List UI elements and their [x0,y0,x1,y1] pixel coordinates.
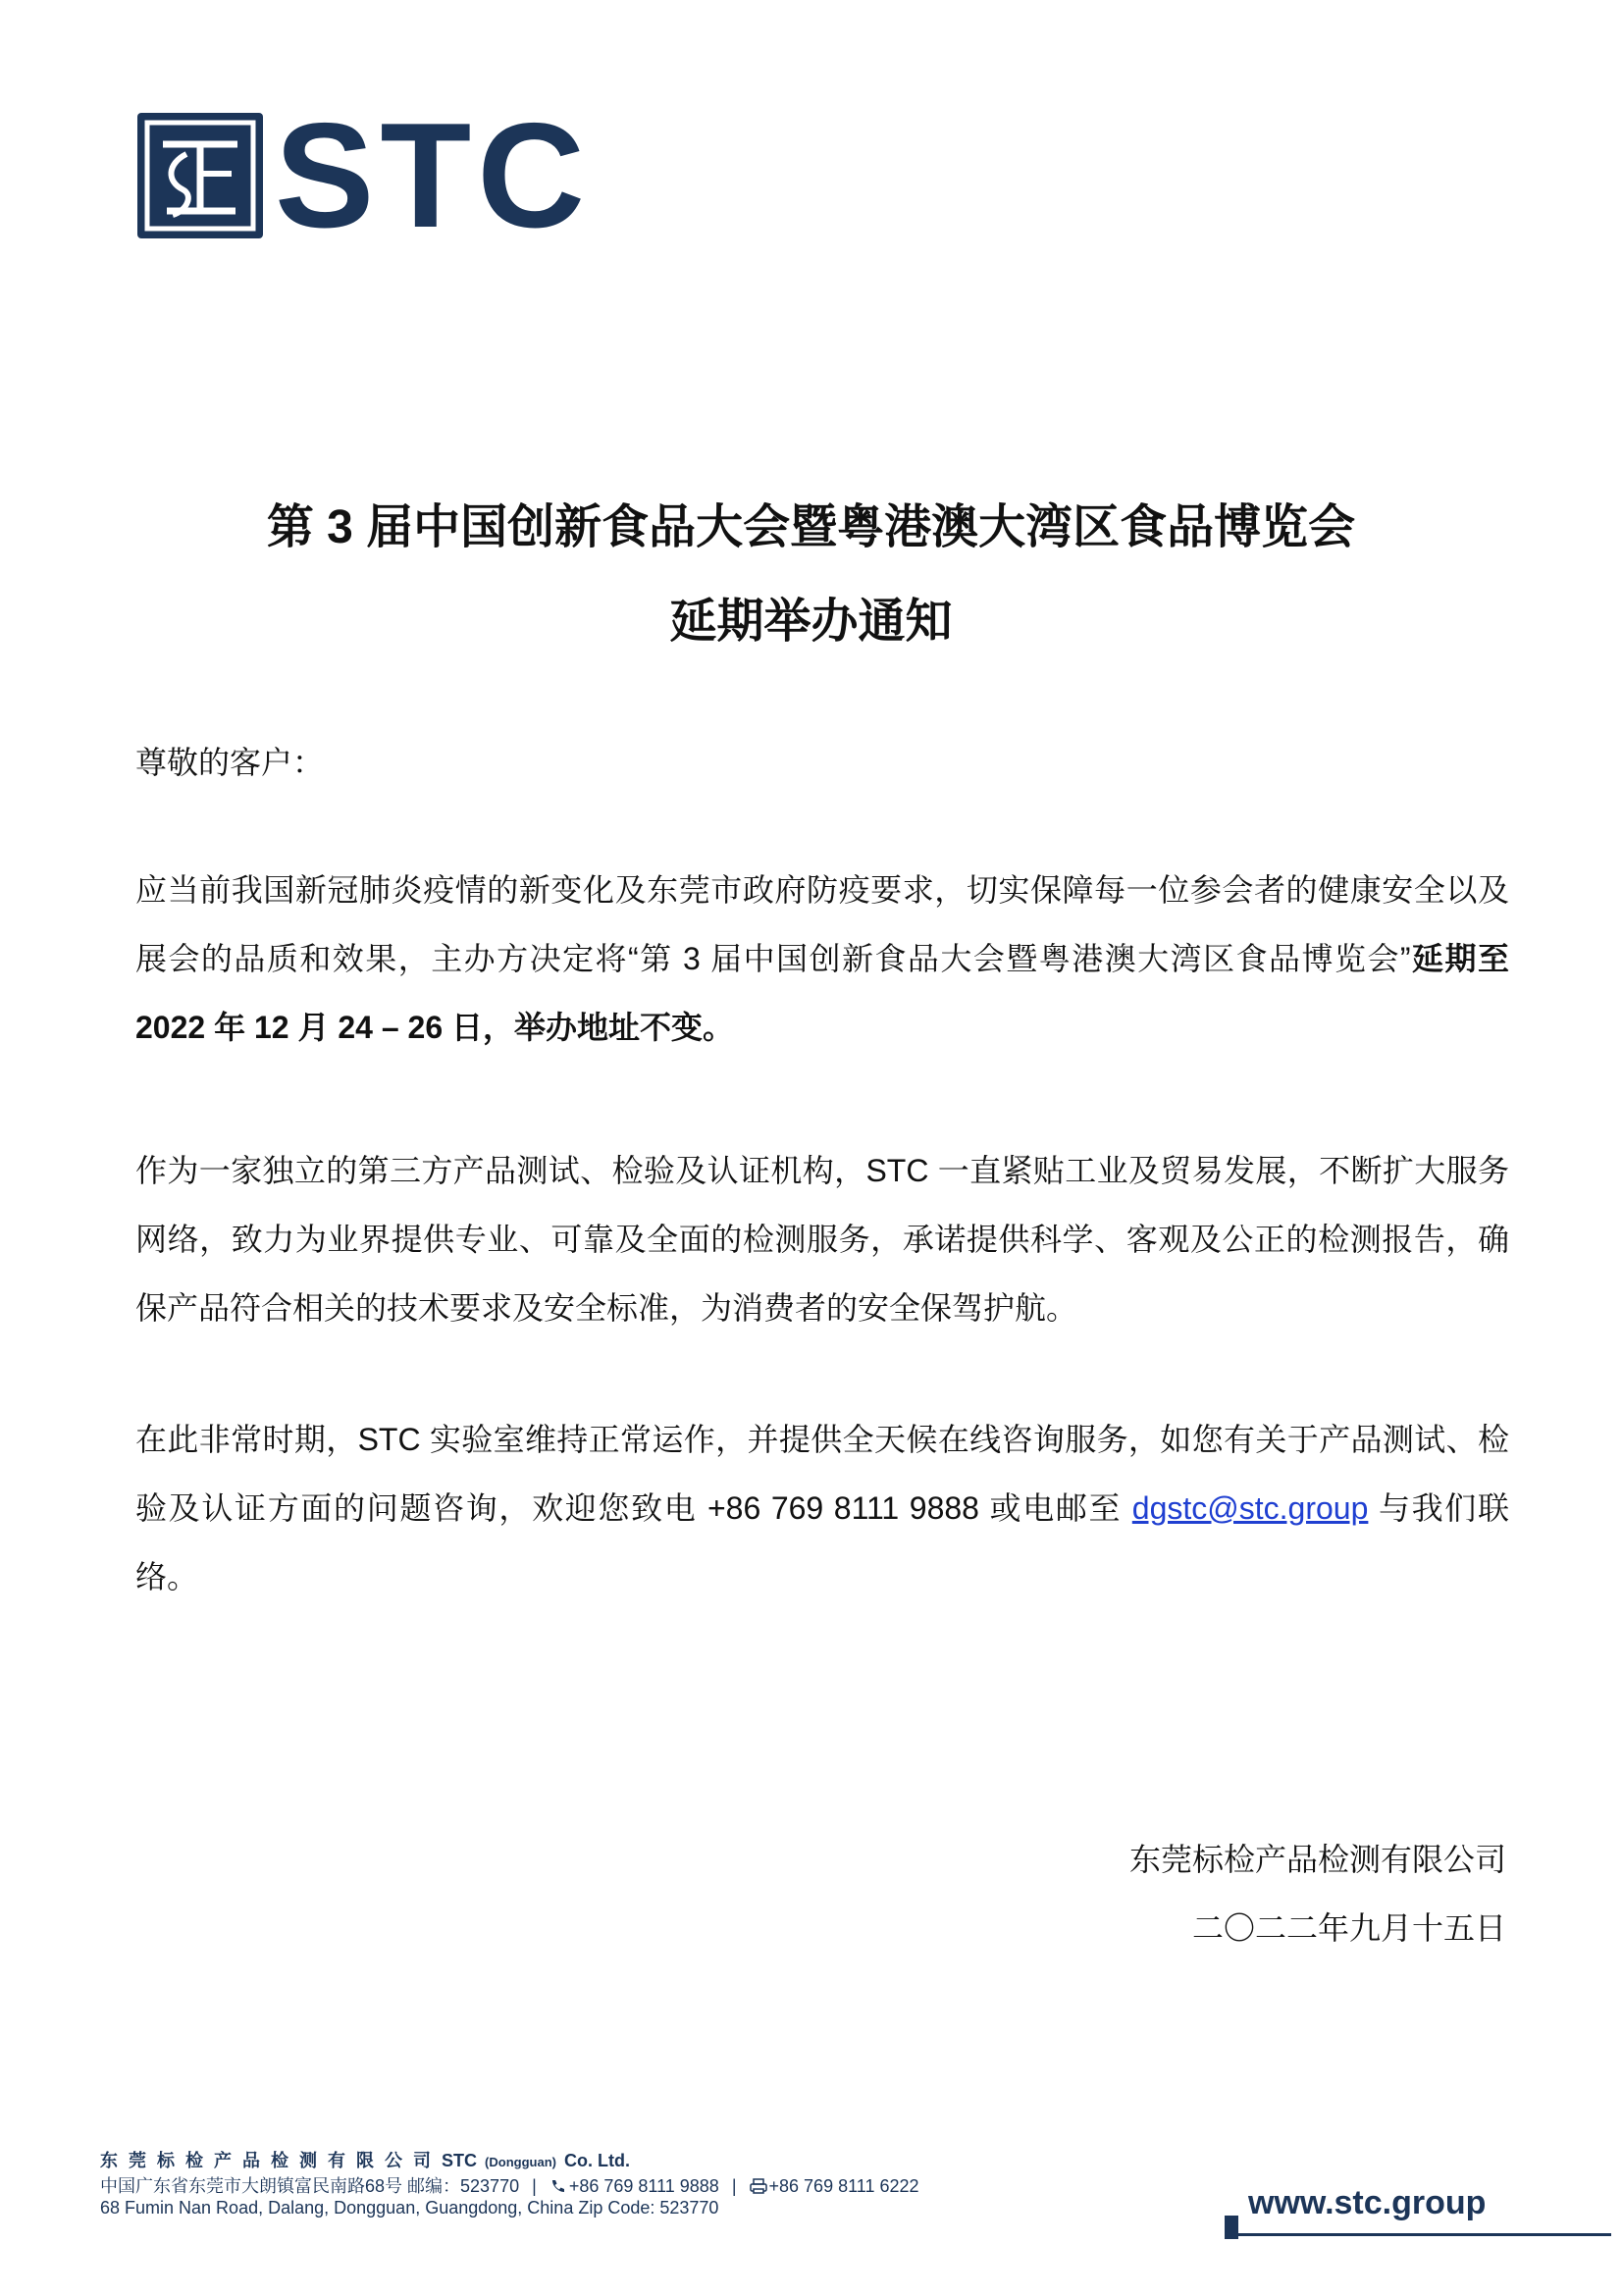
footer-separator: | [532,2176,537,2196]
notice-subtitle: 延期举办通知 [669,596,953,648]
footer-address-cn: 中国广东省东莞市大朗镇富民南路68号 邮编：523770 [100,2176,520,2196]
postponement-date-highlight: 延期至 2022 年 12 月 24 – 26 日，举办地址不变。 [135,941,1509,1045]
paragraph-contact-text: 在此非常时期，STC 实验室维持正常运作，并提供全天候在线咨询服务，如您有关于产品测试、检验及认证方面的问题咨询，欢迎您致电 +86 769 8111 9888 或电邮至 [135,1422,1509,1526]
footer-contact-line [100,2172,919,2198]
paragraph-postponement [135,856,1509,1062]
signature-date: 二〇二二年九月十五日 [1191,1910,1506,1946]
footer-company-en-small: (Dongguan) [485,2155,556,2169]
fax-icon [750,2178,767,2194]
greeting: 尊敬的客户： [135,745,325,780]
footer-phone: +86 769 8111 9888 [568,2176,719,2196]
logo-wordmark: STC [275,92,591,259]
logo-mark [137,113,263,238]
paragraph-postponement-text: 应当前我国新冠肺炎疫情的新变化及东莞市政府防疫要求，切实保障每一位参会者的健康安全以及展会的品质和效果，主办方决定将“第 3 届中国创新食品大会暨粤港澳大湾区食品博览会” [135,872,1509,976]
paragraph-contact-ending: 与我们联络。 [135,1490,1509,1594]
footer-company-en-b: Co. Ltd. [563,2151,630,2170]
paragraph-about-stc: 作为一家独立的第三方产品测试、检验及认证机构，STC 一直紧贴工业及贸易发展，不断扩大服务网络，致力为业界提供专业、可靠及全面的检测服务，承诺提供科学、客观及公正的检测报告，确保产品符合相关的技术要求及安全标准，为消费者的安全保驾护航。 [135,1153,1509,1326]
page-footer [100,2147,1523,2265]
footer-separator: | [731,2176,737,2196]
footer-company-cn: 东 莞 标 检 产 品 检 测 有 限 公 司 [100,2151,435,2170]
company-logo [137,92,599,259]
footer-underline [1238,2233,1611,2236]
footer-website-link[interactable]: www.stc.group [1248,2184,1487,2221]
logo-emblem-icon [137,113,263,238]
footer-fax: +86 769 8111 6222 [768,2176,919,2196]
signature-company: 东莞标检产品检测有限公司 [1128,1842,1506,1877]
footer-accent-bar [1225,2216,1238,2239]
paragraph-contact [135,1405,1509,1611]
footer-company-name [100,2147,630,2172]
email-link[interactable]: dgstc@stc.group [1131,1490,1369,1526]
footer-company-en-a: STC [442,2151,478,2170]
phone-icon [549,2178,567,2194]
footer-address-en: 68 Fumin Nan Road, Dalang, Dongguan, Guangdong, China Zip Code: 523770 [100,2198,719,2218]
notice-title: 第 3 届中国创新食品大会暨粤港澳大湾区食品博览会 [266,501,1356,553]
